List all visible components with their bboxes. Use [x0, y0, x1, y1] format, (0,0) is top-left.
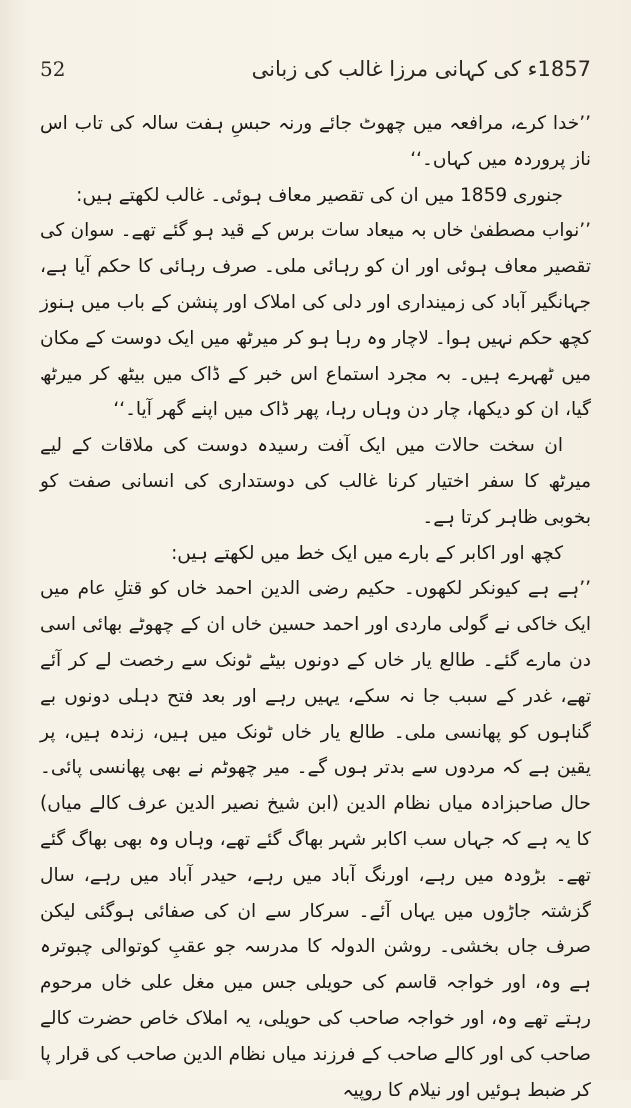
body-paragraph: کچھ اور اکابر کے بارے میں ایک خط میں لکھتے ہیں: — [171, 542, 563, 564]
running-header — [40, 52, 591, 86]
body-paragraph: ان سخت حالات میں ایک آفت رسیدہ دوست کی ملاقات کے لیے میرٹھ کا سفر اختیار کرنا غالب کی دوستداری کی انسانی صفت کو بخوبی ظاہر کرتا ہے۔ — [40, 435, 591, 528]
page-number: 52 — [40, 57, 66, 81]
quote-paragraph: ’’ہے ہے کیونکر لکھوں۔ حکیم رضی الدین احمد خاں کو قتلِ عام میں ایک خاکی نے گولی ماردی اور احمد حسین خاں ان کے چھوٹے بھائی اسی دن مارے گئے۔ طالع یار خاں کے دونوں بیٹے ٹونک سے رخصت لے کر آئے تھے، غدر کے سبب جا نہ سکے، یہیں رہے اور بعد فتح دہلی دونوں بے گناہوں کو پھانسی ملی۔ طالع یار خاں ٹونک میں ہیں، زندہ ہیں، پر یقین ہے کہ مردوں سے بدتر ہوں گے۔ میر چھوٹم نے بھی پھانسی پائی۔ حال صاحبزادہ میاں نظام الدین (ابن شیخ نصیر الدین عرف کالے میاں) کا یہ ہے کہ جہاں سب اکابر شہر بھاگ گئے تھے، وہاں وہ بھی بھاگ گئے تھے۔ بڑودہ میں رہے، اورنگ آباد میں رہے، حیدر آباد میں رہے، سال گزشتہ جاڑوں میں یہاں آئے۔ سرکار سے ان کی صفائی ہوگئی لیکن صرف جاں بخشی۔ روشن الدولہ کا مدرسہ جو عقبِ کوتوالی چبوترہ ہے وہ، اور خواجہ قاسم کی حویلی جس میں مغل علی خاں مرحوم رہتے تھے وہ، اور خواجہ صاحب کی حویلی، یہ املاک خاص حضرت کالے صاحب کی اور کالے صاحب کے فرزند میاں نظام الدین صاحب کی قرار پا کر ضبط ہوئیں اور نیلام کا روپیہ — [40, 578, 591, 1101]
page-body — [40, 106, 591, 1108]
quote-paragraph: ’’نواب مصطفیٰ خاں بہ میعاد سات برس کے قید ہو گئے تھے۔ سوان کی تقصیر معاف ہوئی اور ان کو رہائی ملی۔ صرف رہائی کا حکم آیا ہے، جہانگیر آباد کی زمینداری اور دلی کی املاک اور پنشن کے باب میں ہنوز کچھ حکم نہیں ہوا۔ لاچار وہ رہا ہو کر میرٹھ میں ایک دوست کے مکان میں ٹھہرے ہیں۔ بہ مجرد استماع اس خبر کے ڈاک میں بیٹھ کر میرٹھ گیا، ان کو دیکھا، چار دن وہاں رہا، پھر ڈاک میں اپنے گھر آیا۔‘‘ — [40, 220, 591, 421]
body-paragraph: جنوری 1859 میں ان کی تقصیر معاف ہوئی۔ غالب لکھتے ہیں: — [76, 184, 563, 206]
quote-paragraph: ’’خدا کرے، مرافعہ میں چھوٹ جائے ورنہ حبسِ ہفت سالہ کی تاب اس ناز پروردہ میں کہاں۔‘‘ — [40, 113, 591, 170]
book-title: 1857ء کی کہانی مرزا غالب کی زبانی — [251, 57, 591, 81]
